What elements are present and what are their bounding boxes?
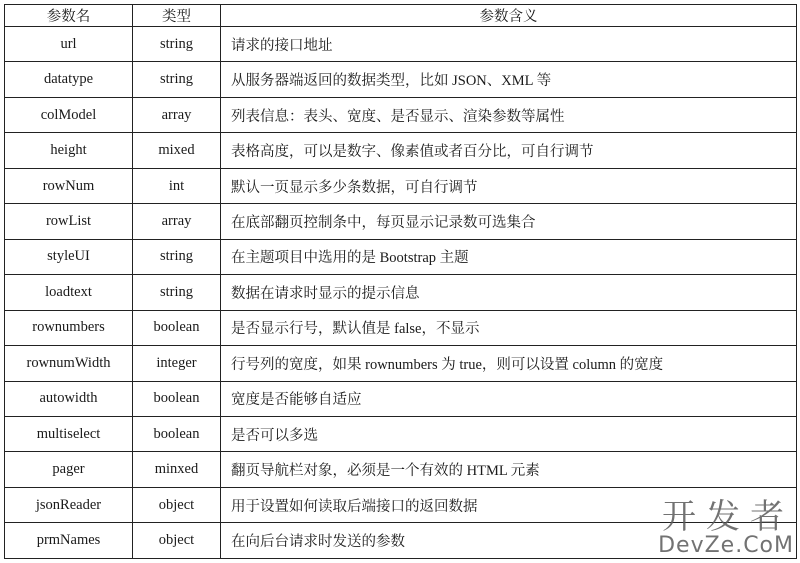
param-type-cell: boolean (133, 310, 221, 345)
param-type-cell: minxed (133, 452, 221, 487)
param-meaning-cell: 表格高度，可以是数字、像素值或者百分比，可自行调节 (221, 133, 797, 168)
param-meaning-cell: 行号列的宽度，如果 rownumbers 为 true，则可以设置 column 的宽度 (221, 346, 797, 381)
param-meaning-cell: 数据在请求时显示的提示信息 (221, 275, 797, 310)
param-name-cell: styleUI (5, 239, 133, 274)
param-meaning-cell: 用于设置如何读取后端接口的返回数据 (221, 487, 797, 522)
param-type-cell: array (133, 204, 221, 239)
param-type-cell: boolean (133, 381, 221, 416)
param-name-cell: url (5, 27, 133, 62)
param-meaning-cell: 在底部翻页控制条中，每页显示记录数可选集合 (221, 204, 797, 239)
param-meaning-cell: 在主题项目中选用的是 Bootstrap 主题 (221, 239, 797, 274)
param-meaning-cell: 请求的接口地址 (221, 27, 797, 62)
watermark-en-text: DevZe.CoM (658, 533, 794, 558)
param-meaning-cell: 是否可以多选 (221, 416, 797, 451)
param-name-cell: colModel (5, 97, 133, 132)
param-type-cell: object (133, 523, 221, 559)
param-meaning-cell: 从服务器端返回的数据类型，比如 JSON、XML 等 (221, 62, 797, 97)
param-name-cell: prmNames (5, 523, 133, 559)
param-type-cell: int (133, 168, 221, 203)
header-param-name: 参数名 (5, 5, 133, 27)
param-name-cell: datatype (5, 62, 133, 97)
param-name-cell: loadtext (5, 275, 133, 310)
table-row (5, 27, 797, 62)
param-type-cell: object (133, 487, 221, 522)
param-type-cell: string (133, 27, 221, 62)
param-meaning-cell: 宽度是否能够自适应 (221, 381, 797, 416)
table-row (5, 487, 797, 522)
table-row (5, 310, 797, 345)
param-meaning-cell: 默认一页显示多少条数据，可自行调节 (221, 168, 797, 203)
table-row (5, 62, 797, 97)
param-meaning-cell: 是否显示行号，默认值是 false，不显示 (221, 310, 797, 345)
param-type-cell: string (133, 62, 221, 97)
param-name-cell: autowidth (5, 381, 133, 416)
table-row (5, 168, 797, 203)
table-row (5, 381, 797, 416)
param-name-cell: pager (5, 452, 133, 487)
param-type-cell: mixed (133, 133, 221, 168)
param-type-cell: string (133, 239, 221, 274)
table-row (5, 275, 797, 310)
param-type-cell: integer (133, 346, 221, 381)
table-row (5, 523, 797, 559)
table-row (5, 416, 797, 451)
param-type-cell: boolean (133, 416, 221, 451)
param-name-cell: rowNum (5, 168, 133, 203)
param-name-cell: rownumWidth (5, 346, 133, 381)
parameter-table (4, 4, 797, 559)
table-row (5, 97, 797, 132)
param-name-cell: height (5, 133, 133, 168)
header-meaning: 参数含义 (221, 5, 797, 27)
param-type-cell: array (133, 97, 221, 132)
watermark-cn-text: 开发者 (662, 497, 794, 537)
table-row (5, 346, 797, 381)
param-name-cell: multiselect (5, 416, 133, 451)
header-type: 类型 (133, 5, 221, 27)
table-header-row (5, 5, 797, 27)
table-row (5, 452, 797, 487)
param-meaning-cell: 列表信息：表头、宽度、是否显示、渲染参数等属性 (221, 97, 797, 132)
table-row (5, 133, 797, 168)
param-meaning-cell: 在向后台请求时发送的参数 (221, 523, 797, 559)
param-type-cell: string (133, 275, 221, 310)
param-name-cell: rowList (5, 204, 133, 239)
table-row (5, 204, 797, 239)
param-name-cell: jsonReader (5, 487, 133, 522)
param-meaning-cell: 翻页导航栏对象，必须是一个有效的 HTML 元素 (221, 452, 797, 487)
param-name-cell: rownumbers (5, 310, 133, 345)
table-row (5, 239, 797, 274)
